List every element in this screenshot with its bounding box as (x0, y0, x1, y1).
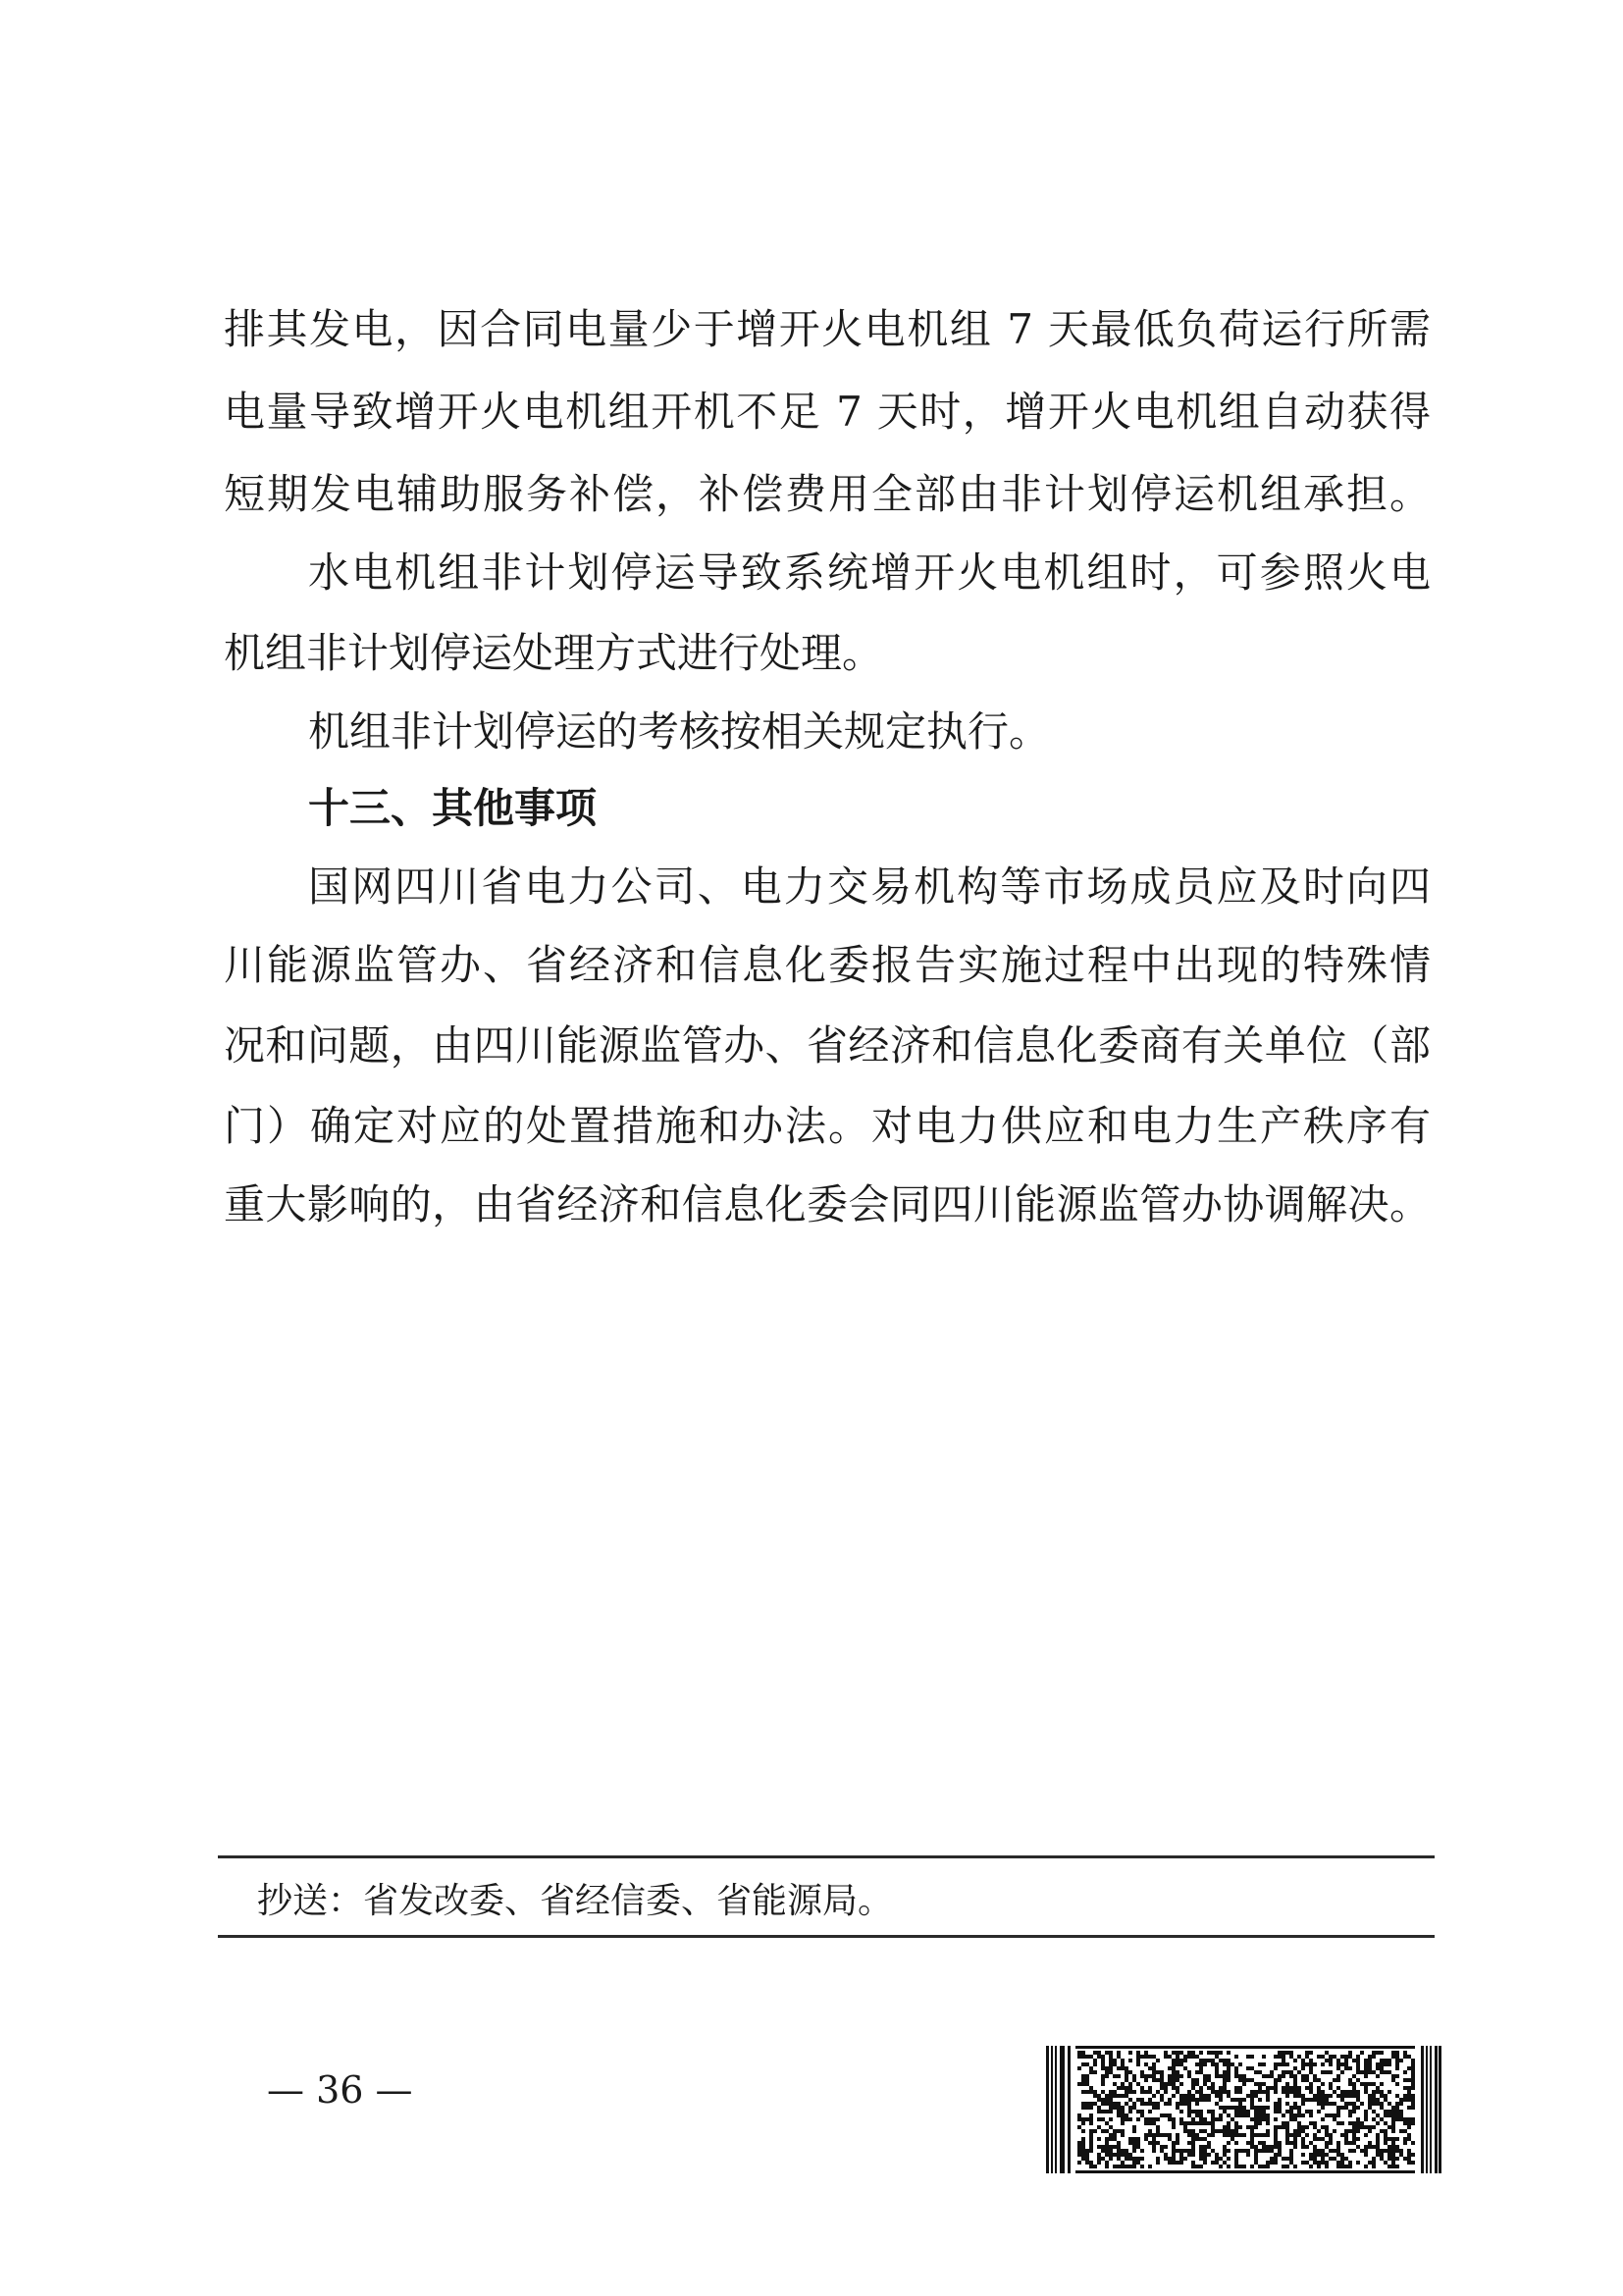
body-line: 川能源监管办、省经济和信息化委报告实施过程中出现的特殊情 (224, 941, 1431, 989)
body-line: 短期发电辅助服务补偿，补偿费用全部由非计划停运机组承担。 (224, 470, 1431, 518)
cc-top-rule (218, 1855, 1435, 1858)
paragraph-first-line: 水电机组非计划停运导致系统增开火电机组时，可参照火电 (308, 548, 1431, 597)
cc-bottom-rule (218, 1935, 1435, 1938)
body-line: 电量导致增开火电机组开机不足 7 天时，增开火电机组自动获得 (224, 388, 1431, 436)
cc-list: 抄送：省发改委、省经信委、省能源局。 (257, 1881, 894, 1921)
body-line: 排其发电，因合同电量少于增开火电机组 7 天最低负荷运行所需 (224, 305, 1431, 353)
body-line: 重大影响的，由省经济和信息化委会同四川能源监管办协调解决。 (224, 1180, 1431, 1228)
section-heading: 十三、其他事项 (308, 784, 598, 832)
body-line: 况和问题，由四川能源监管办、省经济和信息化委商有关单位（部 (224, 1021, 1431, 1070)
barcode-icon (1046, 2046, 1444, 2173)
paragraph-first-line: 机组非计划停运的考核按相关规定执行。 (308, 707, 1051, 756)
page-number: — 36 — (267, 2068, 413, 2112)
body-line: 门）确定对应的处置措施和办法。对电力供应和电力生产秩序有 (224, 1102, 1431, 1150)
paragraph-first-line: 国网四川省电力公司、电力交易机构等市场成员应及时向四 (308, 862, 1431, 911)
body-line: 机组非计划停运处理方式进行处理。 (224, 629, 884, 677)
